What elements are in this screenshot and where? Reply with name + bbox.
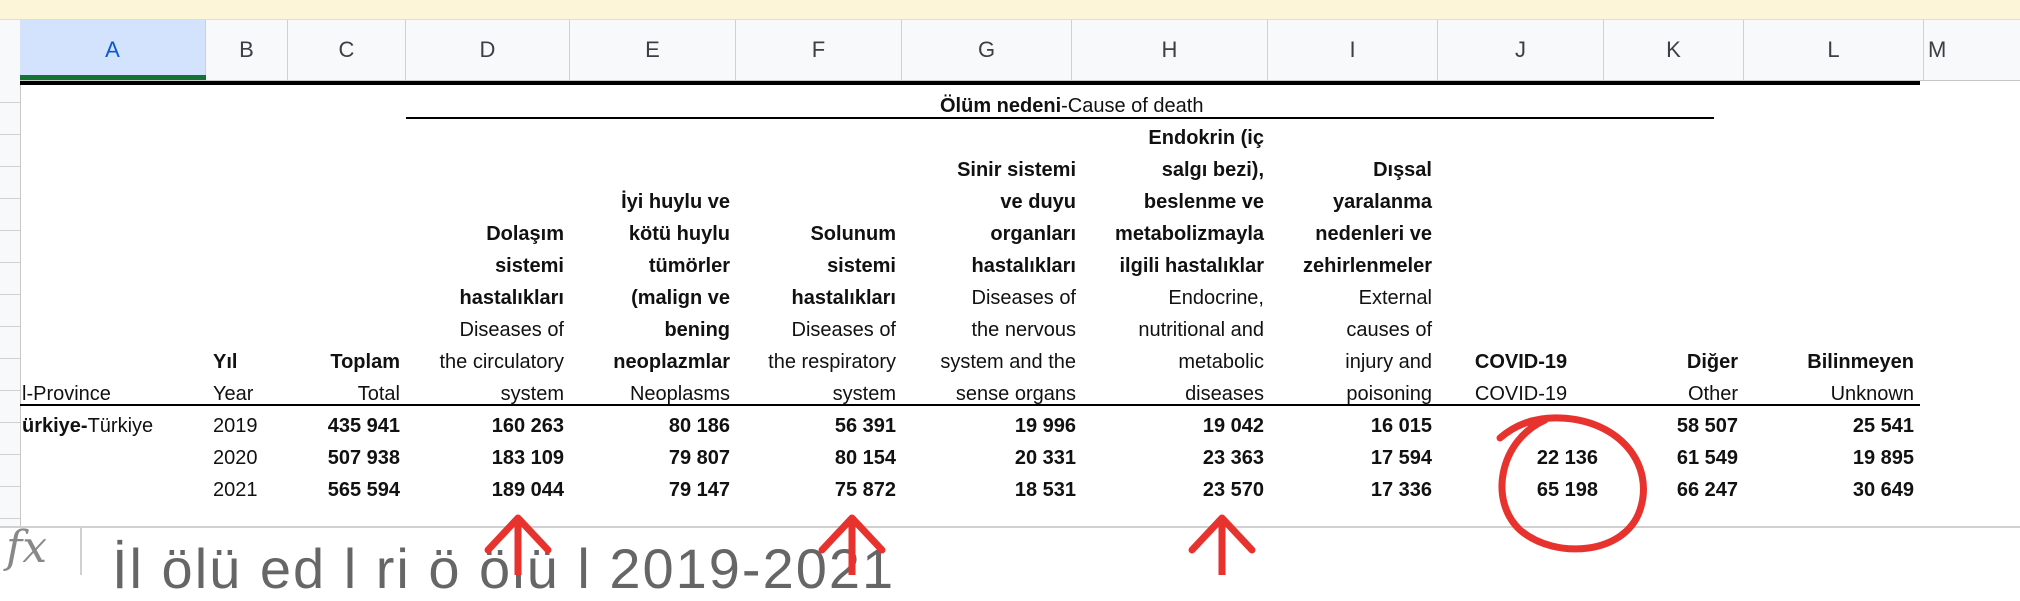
table-row-2021-nerv[interactable]: 18 531 (1014, 479, 1076, 501)
endo-header-2[interactable]: salgı bezi), (1161, 159, 1264, 181)
neo-header-4[interactable]: (malign ve (631, 287, 730, 309)
nerv-header-4[interactable]: hastalıkları (971, 255, 1076, 277)
resp-header-4[interactable]: Diseases of (791, 319, 896, 341)
covid-circle-annotation (1500, 418, 1643, 549)
circ-header-2[interactable]: sistemi (495, 255, 564, 277)
nerv-header-5[interactable]: Diseases of (971, 287, 1076, 309)
fx-icon: fx (6, 522, 48, 573)
endo-header-3[interactable]: beslenme ve (1143, 191, 1264, 213)
nerv-header-7[interactable]: system and the (940, 351, 1076, 373)
arrow-circulatory-annotation (488, 518, 548, 575)
column-header-m[interactable]: M (1928, 37, 1947, 62)
table-row-2021-covid[interactable]: 65 198 (1536, 479, 1598, 501)
table-row-2019-total[interactable]: 435 941 (327, 415, 400, 437)
unknown-header-tr[interactable]: Bilinmeyen (1807, 351, 1914, 373)
neo-header-6[interactable]: neoplazmlar (613, 351, 730, 373)
column-header-k[interactable]: K (1604, 20, 1744, 80)
table-row-2021-neo[interactable]: 79 147 (668, 479, 730, 501)
table-row-2019-year[interactable]: 2019 (213, 415, 258, 437)
resp-header-2[interactable]: sistemi (827, 255, 896, 277)
nerv-header-3[interactable]: organları (990, 223, 1076, 245)
endo-header-4[interactable]: metabolizmayla (1115, 223, 1264, 245)
ext-header-2[interactable]: yaralanma (1333, 191, 1432, 213)
column-header-e[interactable]: E (570, 20, 736, 80)
nerv-header-6[interactable]: the nervous (971, 319, 1076, 341)
table-row-2021-unknown[interactable]: 30 649 (1852, 479, 1914, 501)
table-row-2020-resp[interactable]: 80 154 (834, 447, 896, 469)
nerv-header-2[interactable]: ve duyu (1000, 191, 1076, 213)
column-header-b[interactable]: B (206, 20, 288, 80)
circ-header-5[interactable]: the circulatory (439, 351, 564, 373)
circ-header-4[interactable]: Diseases of (459, 319, 564, 341)
nerv-header-1[interactable]: Sinir sistemi (957, 159, 1076, 181)
table-row-2019-ext[interactable]: 16 015 (1370, 415, 1432, 437)
total-header-en[interactable]: Total (357, 383, 400, 405)
neo-header-5[interactable]: bening (664, 319, 730, 341)
arrow-respiratory-annotation (822, 518, 882, 575)
year-header-en[interactable]: Year (213, 383, 254, 405)
column-header-i[interactable]: I (1268, 20, 1438, 80)
table-row-2019-other[interactable]: 58 507 (1676, 415, 1738, 437)
other-header-en[interactable]: Other (1687, 383, 1738, 405)
endo-header-1[interactable]: Endokrin (iç (1148, 127, 1264, 149)
endo-header-8[interactable]: metabolic (1178, 351, 1264, 373)
table-row-2021-ext[interactable]: 17 336 (1370, 479, 1432, 501)
ext-header-7[interactable]: injury and (1345, 351, 1432, 373)
column-header-g[interactable]: G (902, 20, 1072, 80)
nerv-header-8[interactable]: sense organs (955, 383, 1076, 405)
table-row-2021-year[interactable]: 2021 (213, 479, 258, 501)
neo-header-1[interactable]: İyi huylu ve (621, 191, 730, 213)
table-row-2021-circ[interactable]: 189 044 (491, 479, 564, 501)
table-row-2019-neo[interactable]: 80 186 (668, 415, 730, 437)
endo-header-9[interactable]: diseases (1185, 383, 1264, 405)
ext-header-5[interactable]: External (1358, 287, 1432, 309)
circ-header-3[interactable]: hastalıkları (459, 287, 564, 309)
year-header-tr[interactable]: Yıl (213, 351, 238, 373)
unknown-header-en[interactable]: Unknown (1830, 383, 1914, 405)
ext-header-6[interactable]: causes of (1346, 319, 1432, 341)
ext-header-8[interactable]: poisoning (1346, 383, 1432, 405)
resp-header-1[interactable]: Solunum (810, 223, 896, 245)
table-row-2019-nerv[interactable]: 19 996 (1014, 415, 1076, 437)
endo-header-7[interactable]: nutritional and (1138, 319, 1264, 341)
table-row-2021-other[interactable]: 66 247 (1676, 479, 1738, 501)
table-row-2020-neo[interactable]: 79 807 (668, 447, 730, 469)
table-row-2021-resp[interactable]: 75 872 (834, 479, 896, 501)
table-row-2020-covid[interactable]: 22 136 (1536, 447, 1598, 469)
table-row-2021-total[interactable]: 565 594 (327, 479, 400, 501)
resp-header-5[interactable]: the respiratory (768, 351, 896, 373)
region-normal: Türkiye (87, 415, 154, 437)
table-row-2019-circ[interactable]: 160 263 (491, 415, 564, 437)
neo-header-2[interactable]: kötü huylu (628, 223, 730, 245)
endo-header-6[interactable]: Endocrine, (1168, 287, 1264, 309)
formula-bar-text[interactable]: İl ölü ed l ri ö ölü l 2019-2021 (112, 537, 896, 600)
resp-header-6[interactable]: system (832, 383, 896, 405)
table-row-2019-endo[interactable]: 19 042 (1202, 415, 1264, 437)
covid-header-tr[interactable]: COVID-19 (1474, 351, 1568, 373)
covid-header-en[interactable]: COVID-19 (1474, 383, 1568, 405)
table-row-2019-resp[interactable]: 56 391 (834, 415, 896, 437)
province-header[interactable]: l-Province (22, 383, 111, 405)
column-header-h[interactable]: H (1072, 20, 1268, 80)
region-bold: ürkiye- (22, 415, 88, 437)
table-row-2020-ext[interactable]: 17 594 (1370, 447, 1432, 469)
table-row-2020-nerv[interactable]: 20 331 (1014, 447, 1076, 469)
table-row-2020-other[interactable]: 61 549 (1676, 447, 1738, 469)
arrow-endocrine-annotation (1192, 518, 1252, 575)
table-row-2020-circ[interactable]: 183 109 (491, 447, 564, 469)
table-row-2021-endo[interactable]: 23 570 (1202, 479, 1264, 501)
column-header-j[interactable]: J (1438, 20, 1604, 80)
column-header-l[interactable]: L (1744, 20, 1924, 80)
title-turkish: Ölüm nedeni (940, 95, 1062, 117)
table-row-2019-unknown[interactable]: 25 541 (1852, 415, 1914, 437)
table-row-2020-unknown[interactable]: 19 895 (1852, 447, 1914, 469)
table-row-2020-year[interactable]: 2020 (213, 447, 258, 469)
neo-header-7[interactable]: Neoplasms (629, 383, 730, 405)
column-header-d[interactable]: D (406, 20, 570, 80)
circ-header-6[interactable]: system (500, 383, 564, 405)
resp-header-3[interactable]: hastalıkları (791, 287, 896, 309)
column-header-a[interactable]: A (20, 20, 206, 80)
column-header-f[interactable]: F (736, 20, 902, 80)
title-english: -Cause of death (1061, 95, 1204, 117)
circ-header-1[interactable]: Dolaşım (486, 223, 564, 245)
column-header-c[interactable]: C (288, 20, 406, 80)
other-header-tr[interactable]: Diğer (1686, 351, 1738, 373)
table-row-2020-total[interactable]: 507 938 (327, 447, 400, 469)
ext-header-3[interactable]: nedenleri ve (1315, 223, 1432, 245)
total-header-tr[interactable]: Toplam (330, 351, 400, 373)
table-row-2020-endo[interactable]: 23 363 (1202, 447, 1264, 469)
endo-header-5[interactable]: ilgili hastalıklar (1119, 255, 1264, 277)
ext-header-1[interactable]: Dışsal (1373, 159, 1432, 181)
ext-header-4[interactable]: zehirlenmeler (1303, 255, 1432, 277)
neo-header-3[interactable]: tümörler (648, 255, 730, 277)
